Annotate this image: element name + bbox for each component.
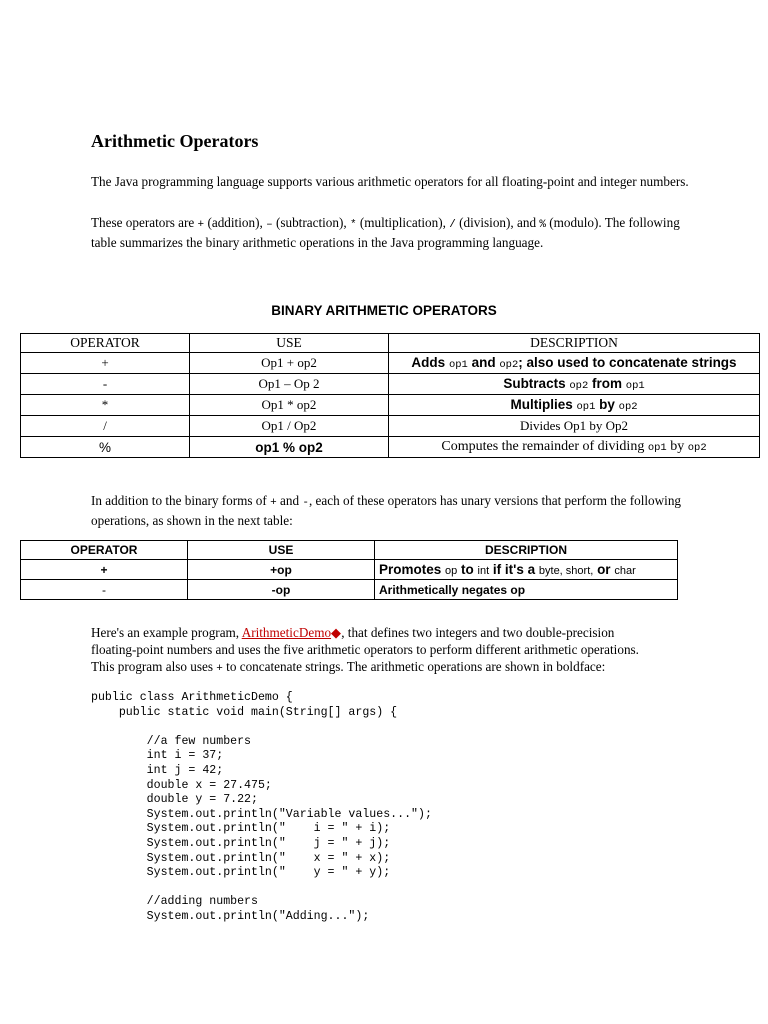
code-line: public class ArithmeticDemo { <box>91 691 293 704</box>
description-cell: Computes the remainder of dividing op1 by op2 <box>389 437 760 458</box>
binary-operators-table <box>20 333 760 458</box>
use-cell: +op <box>188 560 375 580</box>
column-header: USE <box>190 334 389 353</box>
page-title: Arithmetic Operators <box>91 131 259 151</box>
description-cell: Subtracts op2 from op1 <box>389 374 760 395</box>
table-row <box>21 560 678 580</box>
table-row <box>21 437 760 458</box>
code-line: int i = 37; <box>91 749 224 763</box>
description-cell: Multiplies op1 by op2 <box>389 395 760 416</box>
operator-cell: / <box>21 416 190 437</box>
link-marker-icon: ◆ <box>331 625 342 640</box>
operator-cell: * <box>21 395 190 416</box>
column-header: OPERATOR <box>21 334 190 353</box>
code-line: double y = 7.22; <box>91 793 258 807</box>
code-line: System.out.println("Variable values..."); <box>91 807 432 821</box>
code-line: System.out.println(" j = " + j); <box>91 836 391 850</box>
code-line: int j = 42; <box>91 763 224 777</box>
use-cell: Op1 – Op 2 <box>190 374 389 395</box>
unary-operators-table <box>20 540 678 600</box>
operator-cell: + <box>21 353 190 374</box>
code-line: System.out.println(" i = " + i); <box>91 822 391 836</box>
code-line: System.out.println(" x = " + x); <box>91 851 391 865</box>
code-line: public static void main(String[] args) { <box>91 705 398 719</box>
table-row <box>21 416 760 437</box>
operator-cell: - <box>21 374 190 395</box>
column-header: USE <box>188 541 375 560</box>
use-cell: Op1 / Op2 <box>190 416 389 437</box>
code-line: double x = 27.475; <box>91 778 272 792</box>
arithmetic-demo-link[interactable]: ArithmeticDemo <box>241 625 332 640</box>
code-line: //adding numbers <box>91 895 258 909</box>
operators-paragraph: These operators are + (addition), – (subtraction), * (multiplication), / (division), and % (modulo). The following table summarizes the binary arithmetic operations in the Java programming language. <box>91 215 680 250</box>
use-cell: -op <box>188 580 375 600</box>
table-row <box>21 353 760 374</box>
code-line: System.out.println("Adding..."); <box>91 909 370 923</box>
use-cell: Op1 + op2 <box>190 353 389 374</box>
code-line: System.out.println(" y = " + y); <box>91 866 391 880</box>
code-block <box>91 691 432 925</box>
column-header: DESCRIPTION <box>389 334 760 353</box>
operator-cell: % <box>21 437 190 458</box>
table-header-row <box>21 541 678 560</box>
description-cell: Promotes op to int if it's a byte, short, or char <box>375 560 678 580</box>
operator-cell: + <box>21 560 188 580</box>
table-row <box>21 395 760 416</box>
table-row <box>21 580 678 600</box>
use-cell: op1 % op2 <box>190 437 389 458</box>
operator-cell: - <box>21 580 188 600</box>
description-cell: Arithmetically negates op <box>375 580 678 600</box>
table-header-row <box>21 334 760 353</box>
intro-paragraph: The Java programming language supports various arithmetic operators for all floating-point and integer numbers. <box>91 174 689 189</box>
binary-table-title: BINARY ARITHMETIC OPERATORS <box>271 303 497 318</box>
example-paragraph: Here's an example program, ArithmeticDemo◆, that defines two integers and two double-precision floating-point numbers and uses the five arithmetic operators to perform different arithmetic operations. This program also uses + to concatenate strings. The arithmetic operations are shown in boldface: <box>91 625 639 675</box>
description-cell: Divides Op1 by Op2 <box>389 416 760 437</box>
column-header: OPERATOR <box>21 541 188 560</box>
description-cell: Adds op1 and op2; also used to concatenate strings <box>389 353 760 374</box>
unary-intro-paragraph: In addition to the binary forms of + and -, each of these operators has unary versions that perform the following operations, as shown in the next table: <box>91 493 682 528</box>
table-row <box>21 374 760 395</box>
code-line: //a few numbers <box>91 734 252 748</box>
column-header: DESCRIPTION <box>375 541 678 560</box>
use-cell: Op1 * op2 <box>190 395 389 416</box>
